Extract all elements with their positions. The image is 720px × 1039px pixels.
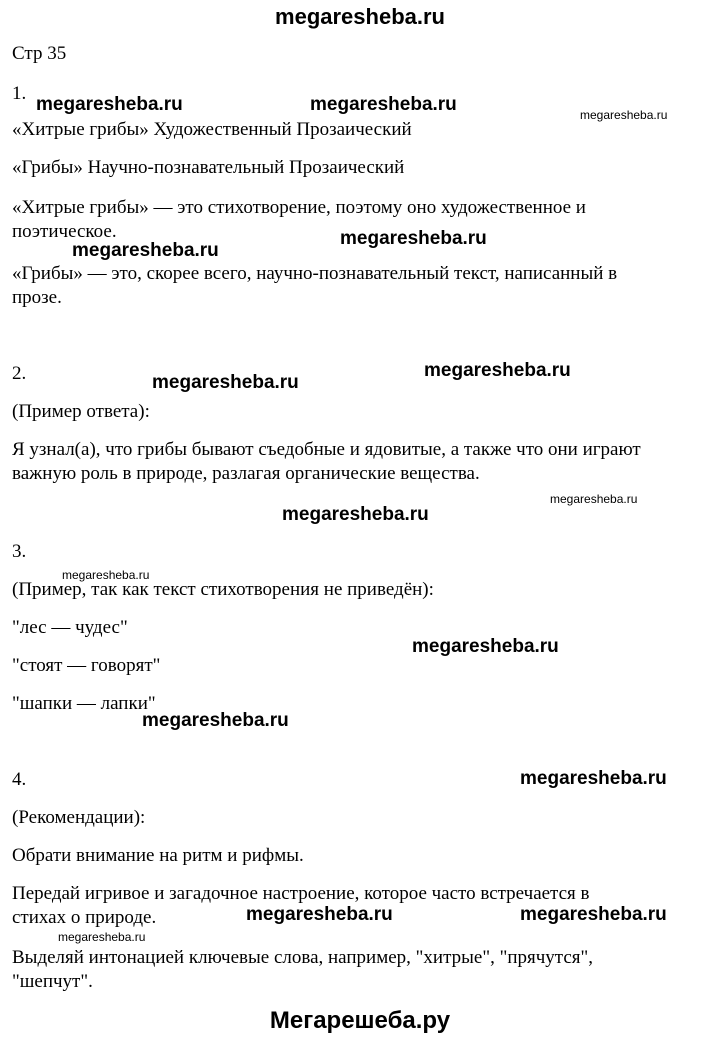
task1-para1-line2: поэтическое. xyxy=(12,221,117,242)
watermark: megaresheba.ru xyxy=(72,240,219,261)
task1-line2: «Грибы» Научно-познавательный Прозаический xyxy=(12,157,405,178)
page-label: Стр 35 xyxy=(12,43,67,64)
watermark: megaresheba.ru xyxy=(520,768,667,789)
watermark: megaresheba.ru xyxy=(520,904,667,925)
watermark: megaresheba.ru xyxy=(310,94,457,115)
task4-rec2-line2: стихах о природе. xyxy=(12,907,157,928)
watermark-small: megaresheba.ru xyxy=(58,930,146,944)
watermark: megaresheba.ru xyxy=(340,228,487,249)
watermark: megaresheba.ru xyxy=(424,360,571,381)
task4-rec1: Обрати внимание на ритм и рифмы. xyxy=(12,845,304,866)
task4-rec3-line1: Выделяй интонацией ключевые слова, например, "хитрые", "прячутся", xyxy=(12,947,594,968)
task2-answer-line2: важную роль в природе, разлагая органические вещества. xyxy=(12,463,480,484)
task3-intro: (Пример, так как текст стихотворения не приведён): xyxy=(12,579,434,600)
watermark: megaresheba.ru xyxy=(246,904,393,925)
watermark: megaresheba.ru xyxy=(412,636,559,657)
task3-rhyme-2: "стоят — говорят" xyxy=(12,655,161,676)
task3-rhyme-3: "шапки — лапки" xyxy=(12,693,156,714)
task3-number: 3. xyxy=(12,541,27,562)
task2-number: 2. xyxy=(12,363,27,384)
task1-para2-line1: «Грибы» — это, скорее всего, научно-познавательный текст, написанный в xyxy=(12,263,618,284)
task1-para1-line1: «Хитрые грибы» — это стихотворение, поэтому оно художественное и xyxy=(12,197,586,218)
task4-intro: (Рекомендации): xyxy=(12,807,146,828)
task4-rec3-line2: "шепчут". xyxy=(12,971,93,992)
watermark-small: megaresheba.ru xyxy=(580,108,668,122)
task4-number: 4. xyxy=(12,769,27,790)
header-site-name: megaresheba.ru xyxy=(275,4,445,29)
task2-answer-line1: Я узнал(а), что грибы бывают съедобные и ядовитые, а также что они играют xyxy=(12,439,641,460)
task2-intro: (Пример ответа): xyxy=(12,401,150,422)
watermark: megaresheba.ru xyxy=(36,94,183,115)
watermark-small: megaresheba.ru xyxy=(62,568,150,582)
watermark: megaresheba.ru xyxy=(282,504,429,525)
task4-rec2-line1: Передай игривое и загадочное настроение, которое часто встречается в xyxy=(12,883,590,904)
task1-line1: «Хитрые грибы» Художественный Прозаический xyxy=(12,119,412,140)
watermark: megaresheba.ru xyxy=(142,710,289,731)
footer-site-name: Мегарешеба.ру xyxy=(269,1007,451,1034)
task3-rhyme-1: "лес — чудес" xyxy=(12,617,128,638)
watermark-small: megaresheba.ru xyxy=(550,492,638,506)
task1-para2-line2: прозе. xyxy=(12,287,62,308)
watermark: megaresheba.ru xyxy=(152,372,299,393)
task1-number: 1. xyxy=(12,83,27,104)
